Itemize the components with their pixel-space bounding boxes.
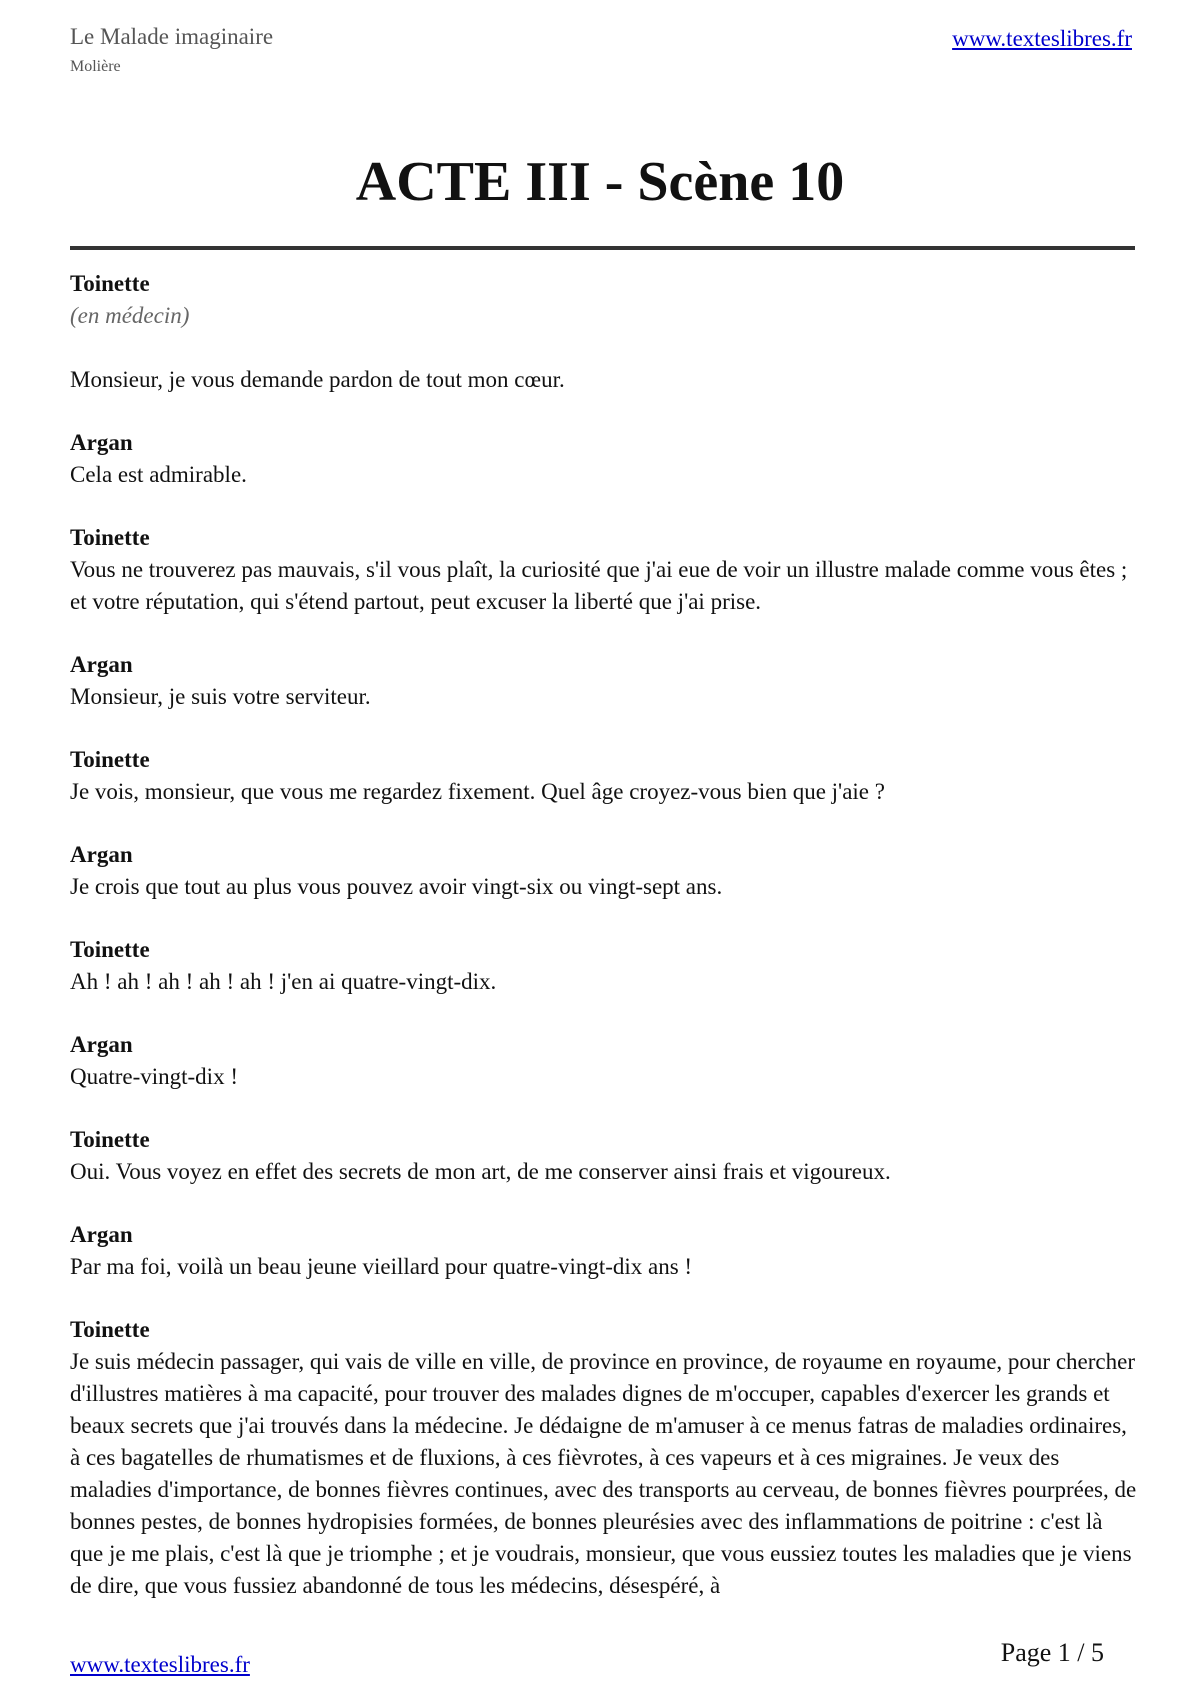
speech-text: Je crois que tout au plus vous pouvez avoir vingt-six ou vingt-sept ans. xyxy=(70,874,723,899)
header-website-link[interactable]: www.texteslibres.fr xyxy=(952,26,1132,51)
speech-text: Vous ne trouverez pas mauvais, s'il vous plaît, la curiosité que j'ai eue de voir un illustre malade comme vous êtes ; et votre réputation, qui s'étend partout, peut excuser la liberté que j'ai prise. xyxy=(70,557,1128,614)
speech-block xyxy=(70,1124,1140,1188)
speaker-name: Toinette xyxy=(70,271,150,296)
speech-block xyxy=(70,1029,1140,1093)
speech-text: Cela est admirable. xyxy=(70,462,247,487)
speaker-name: Toinette xyxy=(70,937,150,962)
header-title: Le Malade imaginaire xyxy=(70,24,274,49)
page-number: Page 1 / 5 xyxy=(1000,1638,1104,1667)
speaker-name: Argan xyxy=(70,842,133,867)
speaker-name: Argan xyxy=(70,652,133,677)
speech-text: Quatre-vingt-dix ! xyxy=(70,1064,238,1089)
speech-block xyxy=(70,934,1140,998)
speaker-name: Argan xyxy=(70,1222,133,1247)
speech-text: Monsieur, je vous demande pardon de tout mon cœur. xyxy=(70,367,565,392)
speaker-name: Argan xyxy=(70,1032,133,1057)
speech-block xyxy=(70,839,1140,903)
page-title: ACTE III - Scène 10 xyxy=(355,151,845,213)
speech-text: Ah ! ah ! ah ! ah ! ah ! j'en ai quatre-vingt-dix. xyxy=(70,969,497,994)
speaker-name: Toinette xyxy=(70,1317,150,1342)
footer-website-link[interactable]: www.texteslibres.fr xyxy=(70,1652,250,1677)
speech-text: Je suis médecin passager, qui vais de ville en ville, de province en province, de royaume en royaume, pour chercher d'illustres matières à ma capacité, pour trouver des malades dignes de m'occuper, capables d'exercer les grands et beaux secrets que j'ai trouvés dans la médecine. Je dédaigne de m'amuser à ce menus fatras de maladies ordinaires, à ces bagatelles de rhumatismes et de fluxions, à ces fièvrotes, à ces vapeurs et à ces migraines. Je veux des maladies d'importance, de bonnes fièvres continues, avec des transports au cerveau, de bonnes fièvres pourprées, de bonnes pestes, de bonnes hydropisies formées, de bonnes pleurésies avec des inflammations de poitrine : c'est là que je me plais, c'est là que je triomphe ; et je voudrais, monsieur, que vous eussiez toutes les maladies que je viens de dire, que vous fussiez abandonné de tous les médecins, désespéré, à xyxy=(70,1349,1137,1598)
speech-block xyxy=(70,744,1140,808)
speech-block xyxy=(70,1219,1140,1283)
speech-block xyxy=(70,268,1140,396)
speech-text: Par ma foi, voilà un beau jeune vieillard pour quatre-vingt-dix ans ! xyxy=(70,1254,693,1279)
speaker-name: Toinette xyxy=(70,747,150,772)
title-divider xyxy=(70,246,1135,250)
speech-block xyxy=(70,427,1140,491)
speech-block xyxy=(70,1314,1140,1602)
speaker-name: Argan xyxy=(70,430,133,455)
speech-block xyxy=(70,522,1140,618)
speaker-name: Toinette xyxy=(70,1127,150,1152)
speaker-name: Toinette xyxy=(70,525,150,550)
speech-block xyxy=(70,649,1140,713)
play-text xyxy=(70,268,1140,1633)
stage-direction: (en médecin) xyxy=(70,303,190,328)
speech-text: Je vois, monsieur, que vous me regardez fixement. Quel âge croyez-vous bien que j'aie ? xyxy=(70,779,885,804)
speech-text: Monsieur, je suis votre serviteur. xyxy=(70,684,371,709)
header-author: Molière xyxy=(70,58,121,75)
speech-text: Oui. Vous voyez en effet des secrets de mon art, de me conserver ainsi frais et vigoureux. xyxy=(70,1159,891,1184)
